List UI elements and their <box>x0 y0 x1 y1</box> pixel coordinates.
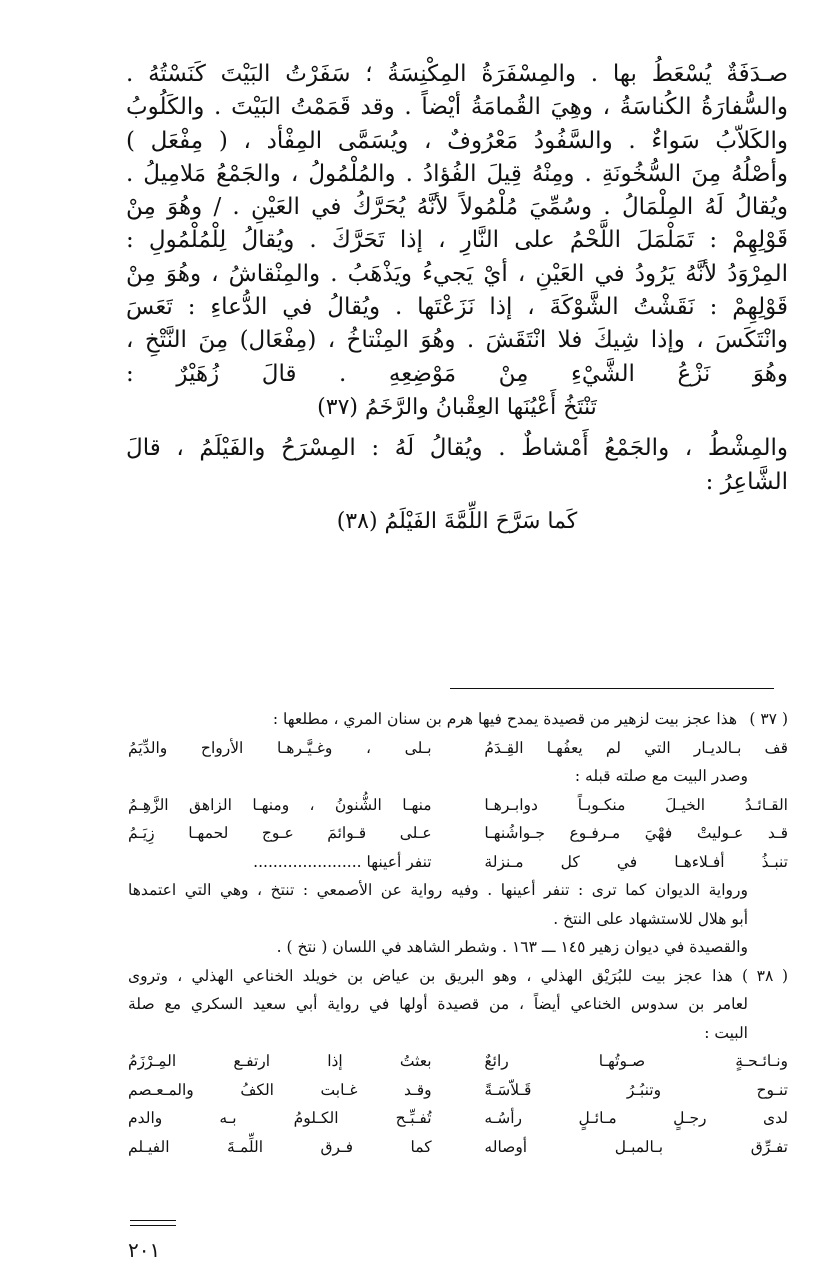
footnote-number: ( ٣٨ ) <box>742 966 788 985</box>
main-line: الشَّاعِرُ : <box>705 468 788 495</box>
verse-hemistich: تفـرِّق بـالمبـل أوصاله <box>484 1137 788 1156</box>
verse-hemistich: تنبـذُ أفـلاءهـا في كل مـنزلة <box>484 852 788 871</box>
footnote-text: لعامر بن سدوس الخناعي أيضاً ، من قصيدة أولها في رواية أبي سعيد السكري مع صلة <box>128 995 748 1013</box>
main-line: والمِشْطُ ، والجَمْعُ أَمْشاطٌ . ويُقالُ لَهُ : المِسْرَحُ والفَيْلَمُ ، قالَ <box>126 435 788 462</box>
main-line: صـدَفَةٌ يُسْعَطُ بها . والمِسْفَرَةُ المِكْنِسَةُ ؛ سَفَرْتُ البَيْتَ كَنَسْتُهُ . <box>126 61 788 87</box>
main-line: وانْتَكَسَ ، وإذا شِيكَ فلا انْتَقَشَ . وهُوَ المِنْتاخُ ، (مِفْعَال) مِنَ النَّتْخِ ، <box>126 327 788 354</box>
verse-couplet <box>128 791 788 820</box>
footnote-text: وصدر البيت مع صلته قبله : <box>574 767 748 785</box>
verse-hemistich: قف بـالديـار التي لم يعفُهـا القِـدَمُ <box>484 738 788 757</box>
verse-hemistich: تُفـبِّـح الكـلومُ بـه والدم <box>128 1109 432 1127</box>
verse-quote-37: تَنْتَخُ أَعْيُنَها العِقْبانُ والرَّخَمُ (٣٧) <box>317 394 597 420</box>
verse-couplet <box>128 1104 788 1133</box>
footnote-text: ورواية الديوان كما ترى : تنفر أعينها . وفيه رواية عن الأصمعي : تنتخ ، وهي التي اعتمدها <box>128 881 748 899</box>
verse-couplet <box>128 1133 788 1162</box>
verse-couplet <box>128 1076 788 1105</box>
verse-hemistich: كما فـرق اللِّمـةَ الفيـلم <box>128 1137 432 1156</box>
footnote-38-line <box>128 962 788 991</box>
verse-hemistich: القـائـدُ الخيـلَ منكـوبـاً دوابـرهـا <box>484 795 788 814</box>
footnote-text: هذا عجز بيت لزهير من قصيدة يمدح فيها هرم بن سنان المري ، مطلعها : <box>272 710 738 728</box>
verse-couplet <box>128 734 788 763</box>
main-line: ويُقالُ لَهُ المِلْمَالُ . وسُمِّيَ مُلْمُولاً لأنَّهُ يُحَرَّكُ في العَيْنِ . / وهُوَ مِنْ <box>126 194 788 221</box>
main-line: وهُوَ نَزْعُ الشَّيْءِ مِنْ مَوْضِعِهِ . قالَ زُهَيْرٌ : <box>126 360 788 387</box>
main-line: والكَلاّبُ سَواءٌ . والسَّفُودُ مَعْرُوفٌ ، ويُسَمَّى المِفْأد ، ( مِفْعَل ) <box>126 127 788 154</box>
verse-couplet <box>128 819 788 848</box>
verse-hemistich: بـلى ، وغـيَّـرهـا الأرواح والدِّيَمُ <box>128 738 432 757</box>
end-double-rule <box>130 1220 176 1226</box>
verse-hemistich: تنـوح وتنبُـرُ قَـلاّسَـةً <box>484 1080 788 1099</box>
verse-hemistich: وقـد غـابت الكفُ والمـعـصم <box>128 1080 432 1099</box>
verse-hemistich: منهـا الشُّنونُ ، ومنهـا الزاهق الزَّهِـمُ <box>128 795 432 814</box>
footnotes <box>128 705 788 1161</box>
footnote-37-intro <box>128 705 788 734</box>
page-number: ٢٠١ <box>128 1238 161 1262</box>
verse-couplet <box>128 848 788 877</box>
verse-hemistich: تنفر أعينها ...................... <box>253 852 432 871</box>
footnote-number: ( ٣٧ ) <box>749 710 788 728</box>
verse-hemistich: ونـائـحـةٍ صـوتُهـا رائعٌ <box>484 1052 788 1070</box>
footnote-text: أبو هلال للاستشهاد على النتخ . <box>553 909 748 928</box>
footnote-separator <box>450 688 774 689</box>
footnote-text: والقصيدة في ديوان زهير ١٤٥ ـــ ١٦٣ . وشطر الشاهد في اللسان ( نتخ ) . <box>276 938 748 956</box>
main-line: قَوْلِهِمْ : تَمَلْمَلَ اللَّحْمُ على النَّارِ ، إذا تَحَرَّكَ . ويُقالُ لِلْمُلْمُولِ : <box>126 227 788 254</box>
verse-hemistich: عـلى قـوائمَ عـوج لحمهـا زِيَـمُ <box>128 824 432 842</box>
verse-hemistich: قـد عـوليتْ فهْيَ مـرفـوع جـواشُنهـا <box>484 824 788 842</box>
main-line: وأصْلُهُ مِنَ السُّخُونَةِ . ومِنْهُ قِيلَ الفُؤادُ . والمُلْمُولُ ، والجَمْعُ مَلامِيلُ . <box>126 160 788 187</box>
verse-couplet <box>128 1047 788 1076</box>
main-line: المِرْوَدُ لأنَّهُ يَرُودُ في العَيْنِ ، أيْ يَجيءُ ويَذْهَبُ . والمِنْقاشُ ، وهُوَ مِنْ <box>126 260 788 287</box>
verse-hemistich: بعثتُ إذا ارتفـع المِـرْزَمُ <box>128 1052 432 1070</box>
footnote-text: البيت : <box>704 1023 748 1042</box>
main-line: والسُّفارَةُ الكُناسَةُ ، وهِيَ القُمامَةُ أيْضاً . وقد قَمَمْتُ البَيْتَ . والكَلُوبُ <box>126 94 788 121</box>
main-line: قَوْلِهِمْ : نَقَشْتُ الشَّوْكَةَ ، إذا نَزَعْتَها . ويُقالُ في الدُّعاءِ : تَعَسَ <box>126 294 788 321</box>
main-text <box>126 58 788 538</box>
verse-quote-38: كَما سَرَّحَ اللِّمَّةَ الفَيْلَمُ (٣٨) <box>336 508 578 534</box>
verse-hemistich: لدى رجـلٍ مـائـلٍ رأسُـه <box>484 1109 788 1127</box>
footnote-text: هذا عجز بيت للبُرَيْق الهذلي ، وهو البريق بن عياض بن خويلد الخناعي الهذلي ، وتروى <box>128 966 733 985</box>
